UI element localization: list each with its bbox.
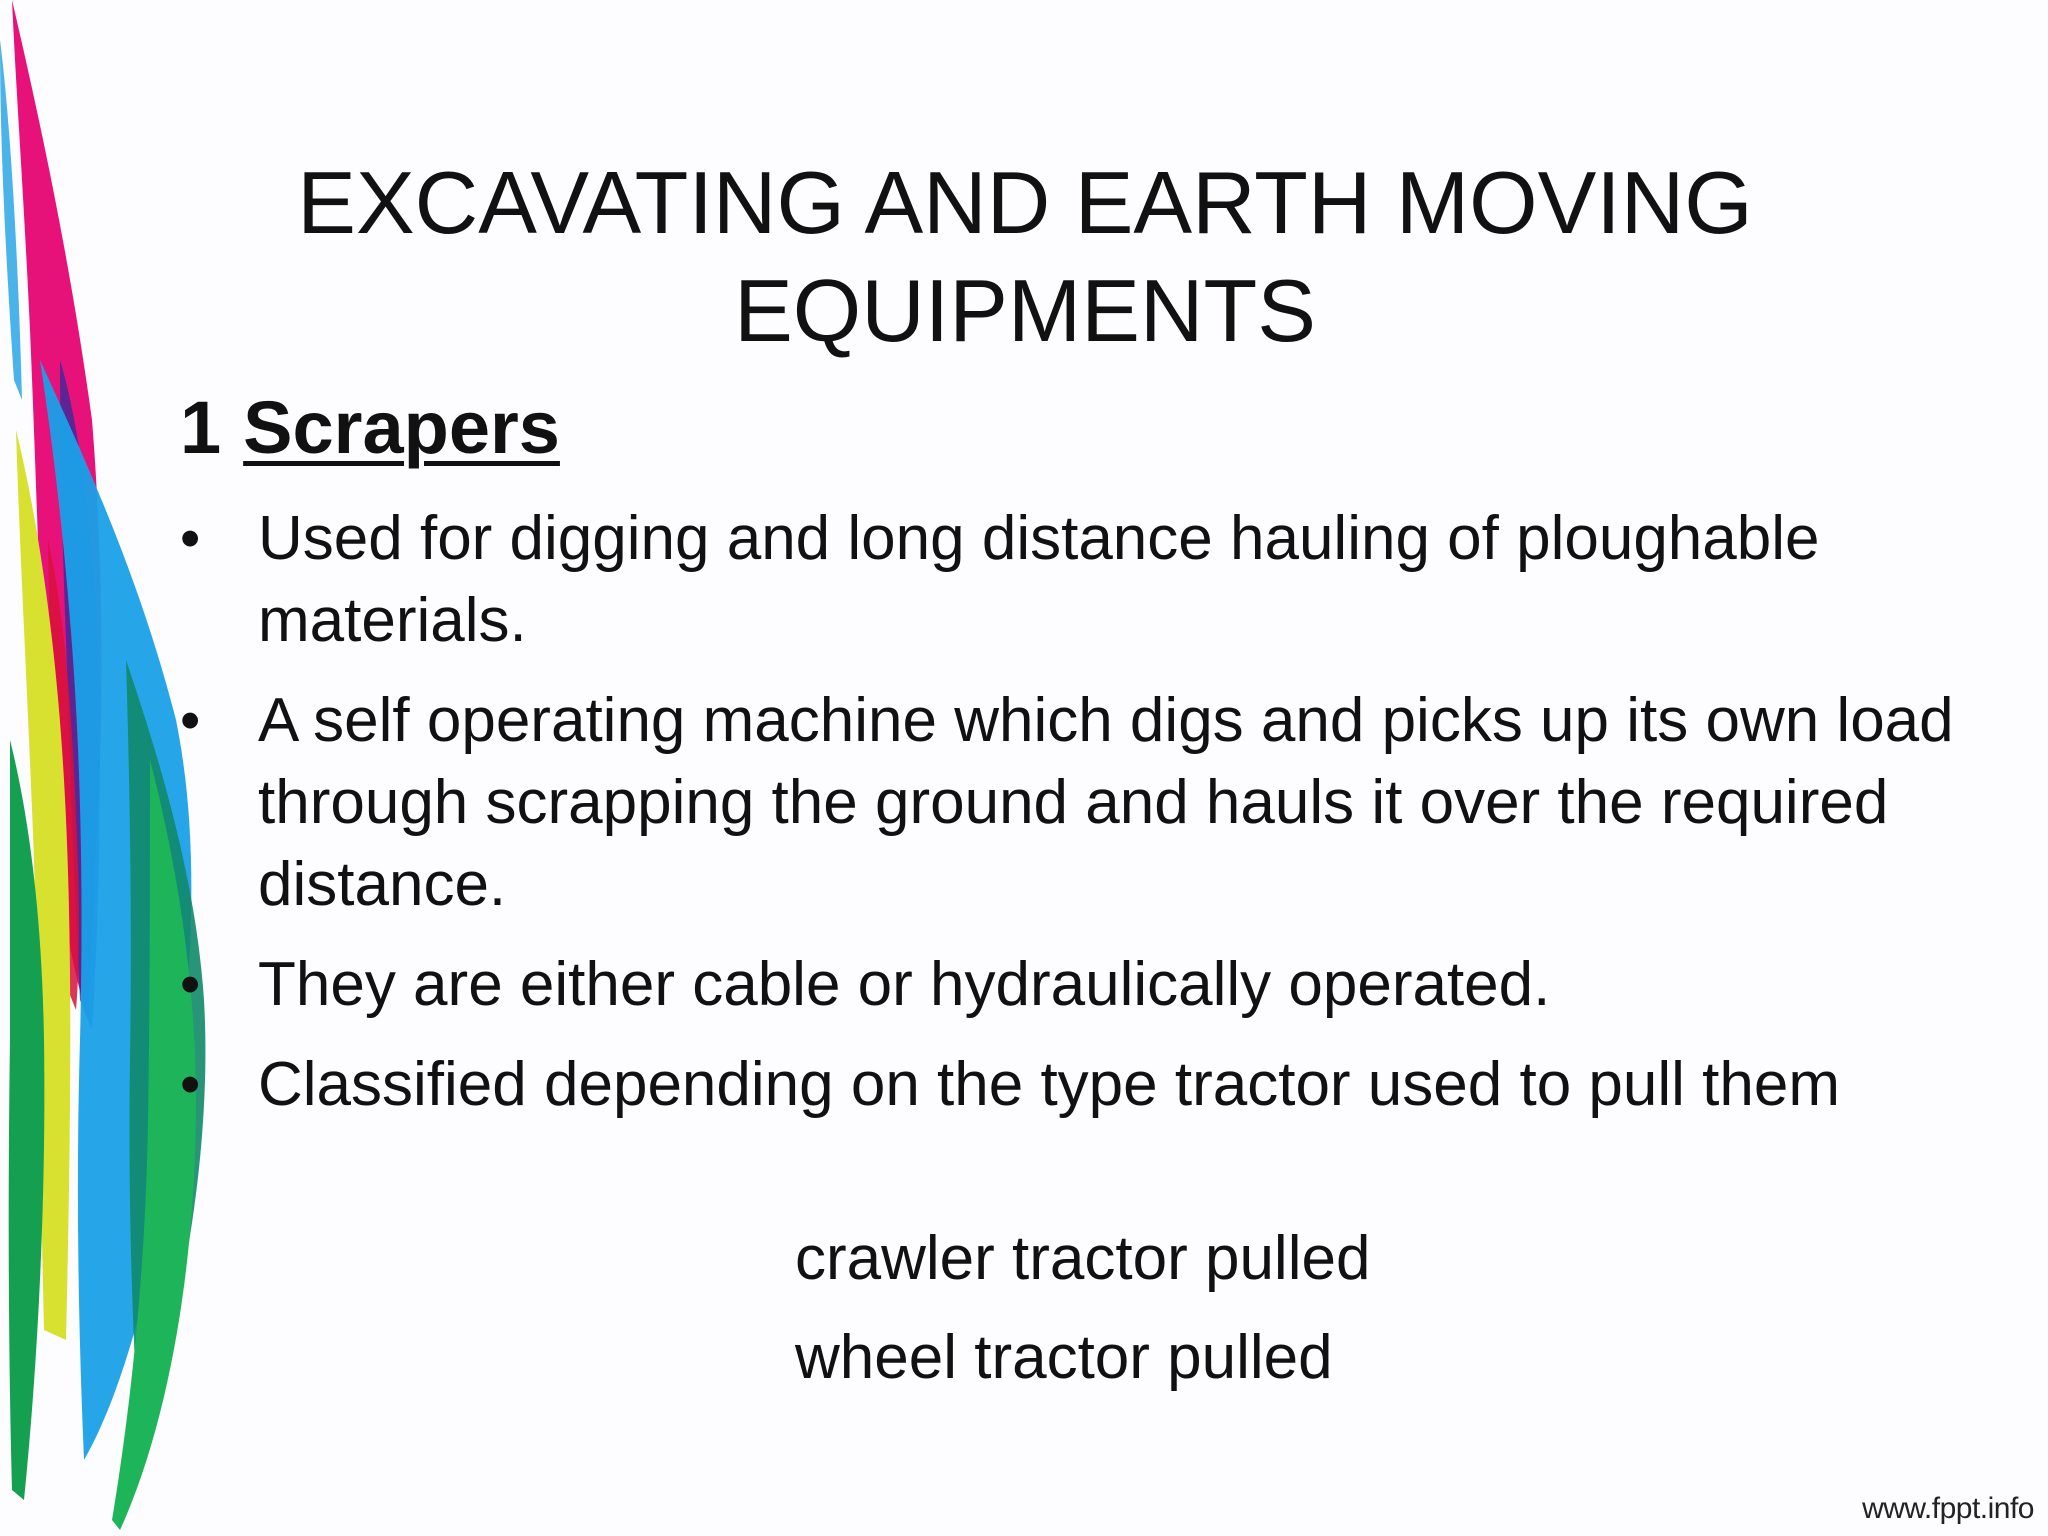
section-number: 1	[180, 386, 222, 469]
bullet-item	[180, 1044, 1990, 1126]
bullet-icon: •	[180, 1052, 201, 1117]
bullet-item	[180, 680, 1990, 926]
bullet-text: They are either cable or hydraulically operated.	[258, 950, 1551, 1019]
bullet-text: Used for digging and long distance hauling of ploughable materials.	[258, 504, 1820, 655]
footer-url: www.fppt.info	[1862, 1492, 2034, 1525]
bullet-item	[180, 944, 1990, 1026]
slide-title-line-2: EQUIPMENTS	[734, 260, 1316, 360]
subitem-wheel: wheel tractor pulled	[795, 1323, 1333, 1392]
section-heading	[180, 382, 560, 474]
bullet-list	[180, 498, 1990, 1144]
slide-title	[200, 149, 1850, 365]
bullet-icon: •	[180, 688, 201, 753]
bullet-item	[180, 498, 1990, 662]
slide-title-line-1: EXCAVATING AND EARTH MOVING	[297, 152, 1753, 252]
section-name: Scrapers	[243, 386, 560, 469]
bullet-text: A self operating machine which digs and picks up its own load through scrapping the ground and hauls it over the required distance.	[258, 686, 1954, 919]
bullet-icon: •	[180, 952, 201, 1017]
bullet-icon: •	[180, 506, 201, 571]
subitem-crawler: crawler tractor pulled	[795, 1224, 1371, 1293]
bullet-text: Classified depending on the type tractor used to pull them	[258, 1050, 1840, 1119]
